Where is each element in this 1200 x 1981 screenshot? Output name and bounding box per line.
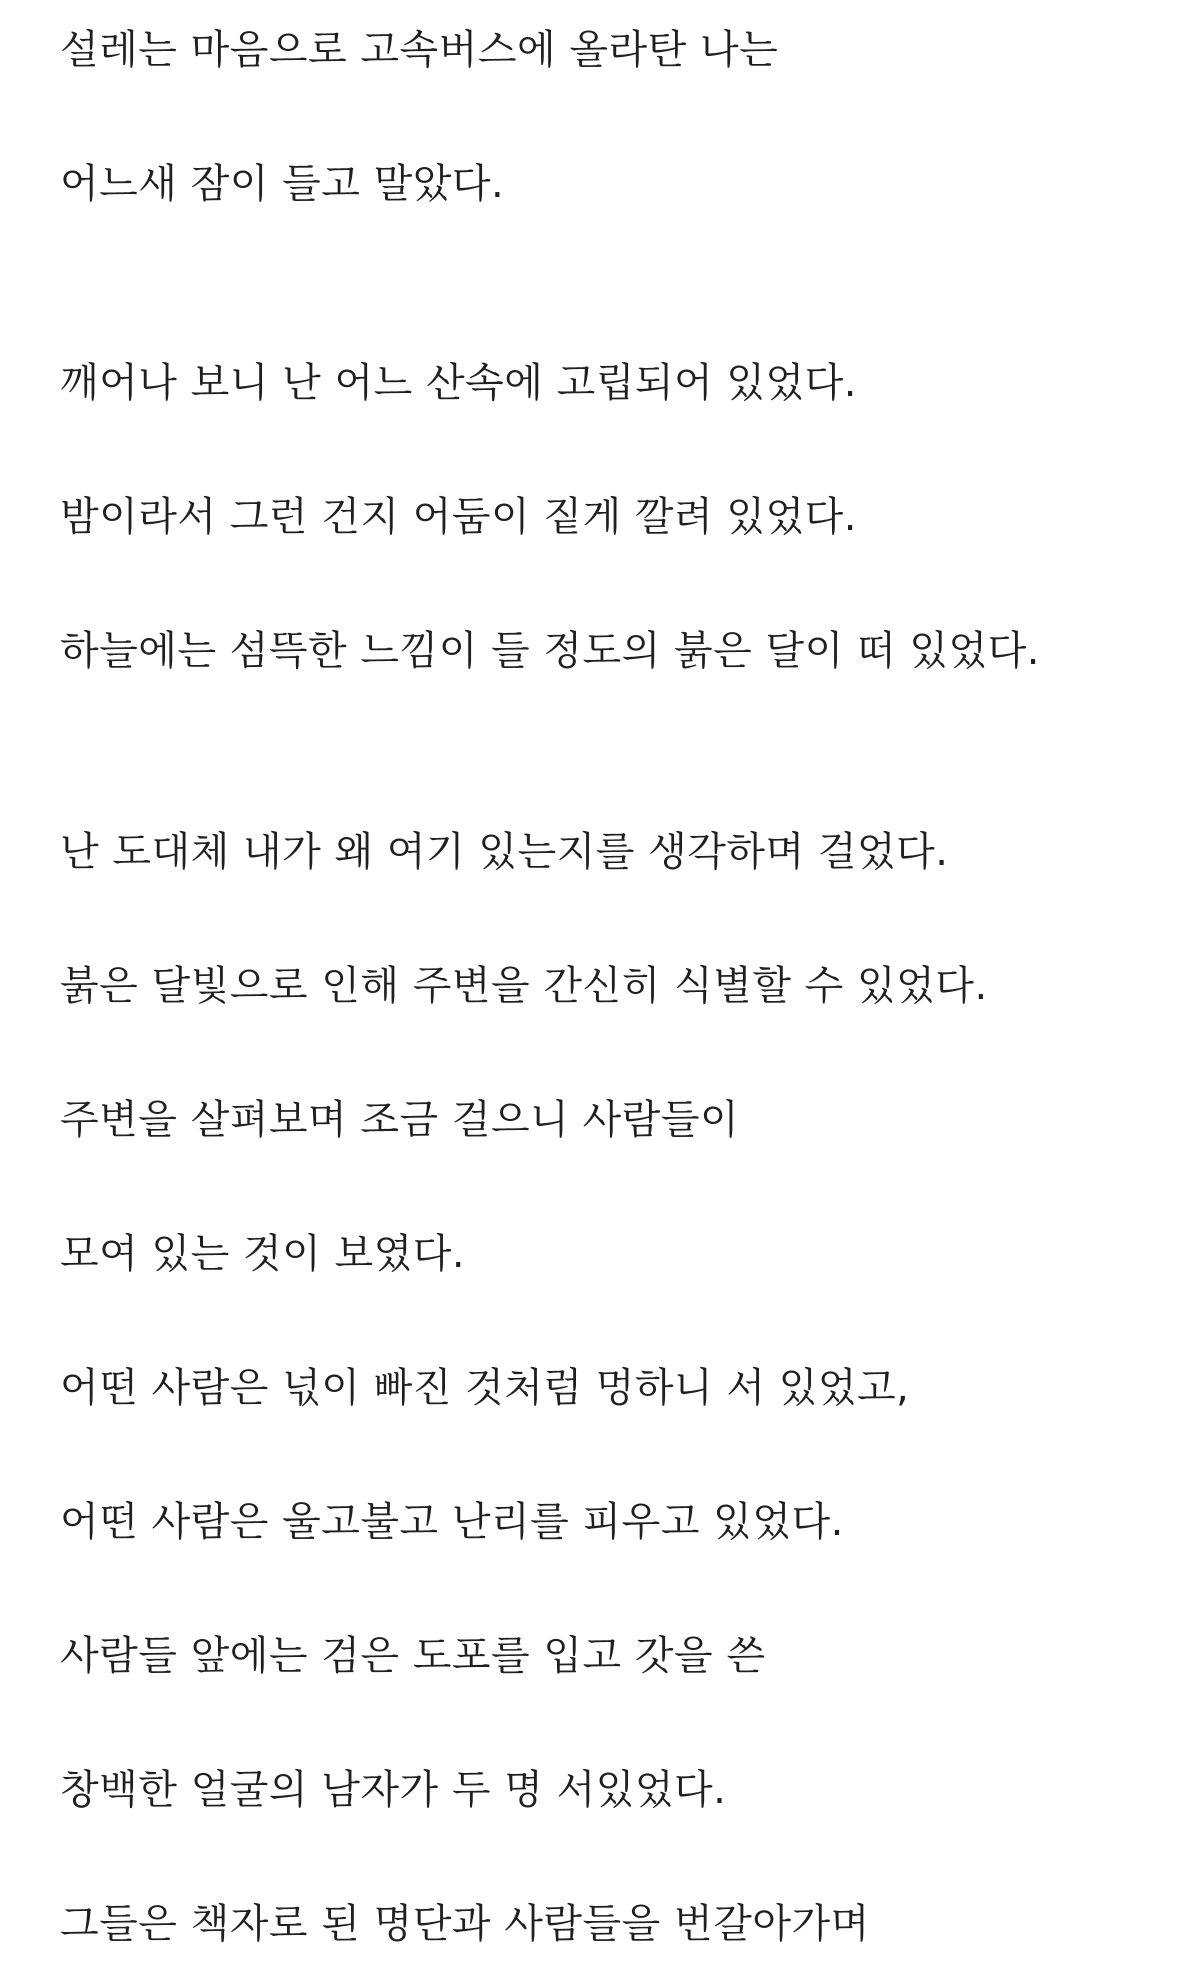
story-line: 하늘에는 섬뜩한 느낌이 들 정도의 붉은 달이 떠 있었다. (60, 628, 1041, 674)
story-line: 난 도대체 내가 왜 여기 있는지를 생각하며 걸었다. (60, 829, 949, 875)
story-line: 주변을 살펴보며 조금 걸으니 사람들이 (60, 1097, 740, 1143)
story-line: 밤이라서 그런 건지 어둠이 짙게 깔려 있었다. (60, 494, 858, 540)
story-line: 붉은 달빛으로 인해 주변을 간신히 식별할 수 있었다. (60, 963, 988, 1009)
story-line: 깨어나 보니 난 어느 산속에 고립되어 있었다. (60, 360, 858, 406)
story-line: 그들은 책자로 된 명단과 사람들을 번갈아가며 (60, 1901, 870, 1947)
story-line: 어떤 사람은 울고불고 난리를 피우고 있었다. (60, 1499, 844, 1545)
story-line: 사람들 앞에는 검은 도포를 입고 갓을 쓴 (60, 1633, 766, 1679)
story-line: 설레는 마음으로 고속버스에 올라탄 나는 (60, 27, 779, 73)
story-line: 어떤 사람은 넋이 빠진 것처럼 멍하니 서 있었고, (60, 1365, 910, 1411)
story-line: 창백한 얼굴의 남자가 두 명 서있었다. (60, 1767, 727, 1813)
story-line: 모여 있는 것이 보였다. (60, 1231, 466, 1277)
story-line: 어느새 잠이 들고 말았다. (60, 161, 505, 207)
